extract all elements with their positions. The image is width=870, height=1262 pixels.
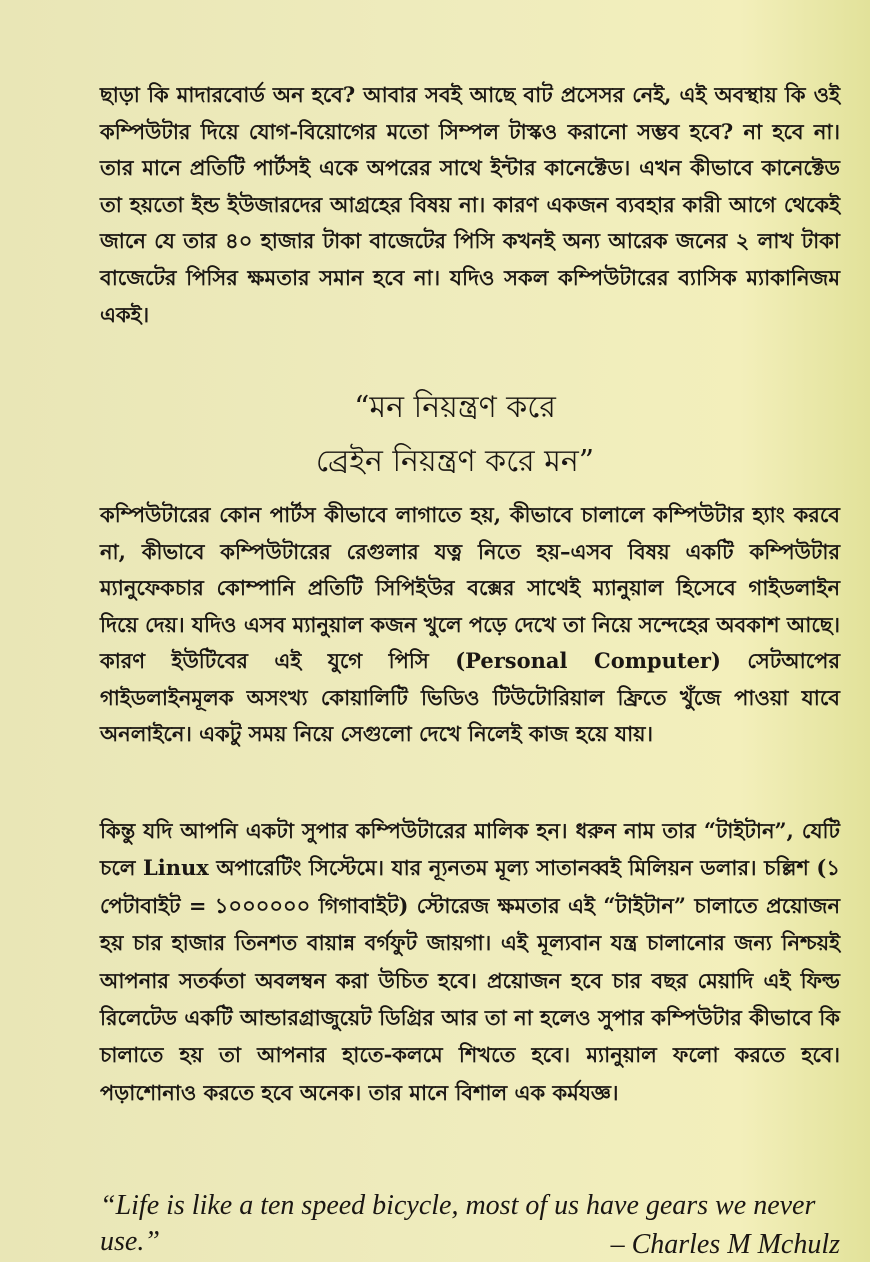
quote-text: “Life is like a ten speed bicycle, most of us have gears we never use.” xyxy=(100,1190,816,1257)
quote-author: – Charles M Mchulz xyxy=(610,1229,840,1260)
heading-line-1: “মন নিয়ন্ত্রণ করে xyxy=(354,390,556,425)
paragraph-supercomputer: কিন্তু যদি আপনি একটা সুপার কম্পিউটারের মালিক হন। ধরুন নাম তার “টাইটান”, যেটি চলে Linux অপারেটিং সিস্টেমে। যার ন্যূনতম মূল্য সাতানব্বই মিলিয়ন ডলার। চল্লিশ (১ পেটাবাইট = ১০০০০০০ গিগাবাইট) স্টোরেজ ক্ষমতার এই “টাইটান” চালাতে প্রয়োজন হয় চার হাজার তিনশত বায়ান্ন বর্গফুট জায়গা। এই মূল্যবান যন্ত্র চালানোর জন্য নিশ্চয়ই আপনার সতর্কতা অবলম্বন করা উচিত হবে। প্রয়োজন হবে চার বছর মেয়াদি এই ফিল্ড রিলেটেড একটি আন্ডারগ্রাজুয়েট ডিগ্রির আর তা না হলেও সুপার কম্পিউটার কীভাবে কি চালাতে হয় তা আপনার হাতে-কলমে শিখতে হবে। ম্যানুয়াল ফলো করতে হবে। পড়াশোনাও করতে হবে অনেক। তার মানে বিশাল এক কর্মযজ্ঞ। xyxy=(100,818,840,1105)
paragraph-intro: ছাড়া কি মাদারবোর্ড অন হবে? আবার সবই আছে বাট প্রসেসর নেই, এই অবস্থায় কি ওই কম্পিউটার দিয়ে যোগ-বিয়োগের মতো সিম্পল টাস্কও করানো সম্ভব হবে? না হবে না। তার মানে প্রতিটি পার্টসই একে অপরের সাথে ইন্টার কানেক্টেড। এখন কীভাবে কানেক্টেড তা হয়তো ইন্ড ইউজারদের আগ্রহের বিষয় না। কারণ একজন ব্যবহার কারী আগে থেকেই জানে যে তার ৪০ হাজার টাকা বাজেটের পিসি কখনই অন্য আরেক জনের ২ লাখ টাকা বাজেটের পিসির ক্ষমতার সমান হবে না। যদিও সকল কম্পিউটারের ব্যাসিক ম্যাকানিজম একই। xyxy=(100,82,840,327)
heading-line-2: ব্রেইন নিয়ন্ত্রণ করে মন” xyxy=(315,444,595,479)
paragraph-manual: কম্পিউটারের কোন পার্টস কীভাবে লাগাতে হয়, কীভাবে চালালে কম্পিউটার হ্যাং করবে না, কীভাবে কম্পিউটারের রেগুলার যত্ন নিতে হয়–এসব বিষয় একটি কম্পিউটার ম্যানুফেকচার কোম্পানি প্রতিটি সিপিইউর বক্সের সাথেই ম্যানুয়াল হিসেবে গাইডলাইন দিয়ে দেয়। যদিও এসব ম্যানুয়াল কজন খুলে পড়ে দেখে তা নিয়ে সন্দেহের অবকাশ আছে। কারণ ইউটিবের এই যুগে পিসি (Personal Computer) সেটআপের গাইডলাইনমূলক অসংখ্য কোয়ালিটি ভিডিও টিউটোরিয়াল ফ্রিতে খুঁজে পাওয়া যাবে অনলাইনে। একটু সময় নিয়ে সেগুলো দেখে নিলেই কাজ হয়ে যায়। xyxy=(100,502,840,746)
